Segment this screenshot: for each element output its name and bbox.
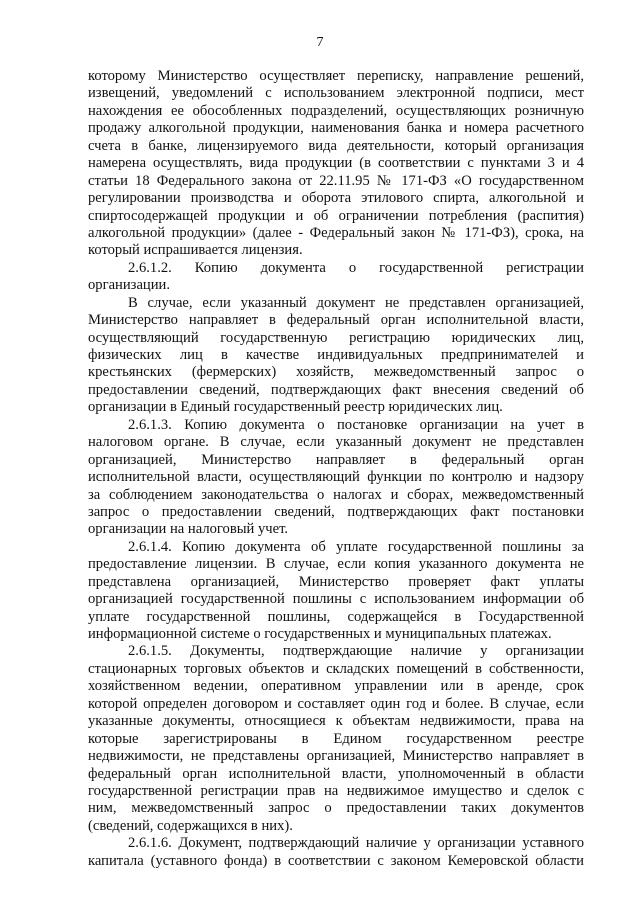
text-line: за соблюдением законодательства о налогах и сборах, межведомственный xyxy=(88,486,584,503)
text-line: 2.6.1.5. Документы, подтверждающие наличие у организации xyxy=(128,643,584,660)
text-line: капитала (уставного фонда) в соответствии с законом Кемеровской области xyxy=(88,852,584,869)
text-line: ним, межведомственный запрос о предоставлении таких документов xyxy=(88,800,584,817)
text-line: который испрашивается лицензия. xyxy=(88,242,303,259)
text-line: государственной регистрации прав на недвижимое имущество и сделок с xyxy=(88,782,584,799)
text-line: нахождения ее обособленных подразделений, осуществляющих розничную xyxy=(88,102,584,119)
document-body xyxy=(88,68,584,870)
text-line: В случае, если указанный документ не представлен организацией, xyxy=(128,294,584,311)
text-line: налоговом органе. В случае, если указанный документ не представлен xyxy=(88,434,584,451)
text-line: крестьянских (фермерских) хозяйств, межведомственный запрос о xyxy=(88,364,584,381)
text-line: 2.6.1.2. Копию документа о государственной регистрации xyxy=(128,259,584,276)
text-line: физических лиц в качестве индивидуальных предпринимателей и xyxy=(88,347,584,363)
text-line: предоставление лицензии. В случае, если копия указанного документа не xyxy=(88,556,584,573)
text-line: статьи 18 Федерального закона от 22.11.95 № 171-ФЗ «О государственном xyxy=(88,172,584,189)
text-line: которой определен договором и составляет один год и более. В случае, если xyxy=(88,695,584,712)
text-line: организации. xyxy=(88,277,170,294)
page-number: 7 xyxy=(316,35,324,50)
text-line: организации на налоговый учет. xyxy=(88,521,289,538)
text-line: 2.6.1.4. Копию документа об уплате государственной пошлины за xyxy=(128,538,584,555)
text-line: (сведений, содержащихся в них). xyxy=(88,817,293,834)
text-line: регулировании производства и оборота этилового спирта, алкогольной и xyxy=(88,190,584,207)
text-line: продажу алкогольной продукции, наименования банка и номера расчетного xyxy=(88,120,584,137)
text-line: извещений, уведомлений с использованием электронной подписи, мест xyxy=(88,85,584,102)
text-line: 2.6.1.6. Документ, подтверждающий наличие у организации уставного xyxy=(128,835,584,852)
text-line: осуществляющий государственную регистрацию юридических лиц, xyxy=(88,329,584,346)
text-line: намерена осуществлять, вида продукции (в соответствии с пунктами 3 и 4 xyxy=(88,155,584,172)
text-line: федеральный орган исполнительной власти, уполномоченный в области xyxy=(88,765,584,782)
text-line: которому Министерство осуществляет переписку, направление решений, xyxy=(88,68,584,84)
text-line: уплате государственной пошлины, содержащейся в Государственной xyxy=(88,608,584,625)
text-line: указанные документы, относящиеся к объектам недвижимости, права на xyxy=(88,713,584,730)
text-line: недвижимости, не представлены организацией, Министерство направляет в xyxy=(88,748,584,765)
text-line: организацией, Министерство направляет в федеральный орган xyxy=(88,451,584,468)
text-line: хозяйственном ведении, оперативном управлении или в аренде, срок xyxy=(88,678,584,695)
text-line: запрос о предоставлении сведений, подтверждающих факт постановки xyxy=(88,503,584,520)
text-line: Министерство направляет в федеральный орган исполнительной власти, xyxy=(88,312,584,329)
text-line: исполнительной власти, осуществляющий функции по контролю и надзору xyxy=(88,469,584,486)
text-line: информационной системе о государственных и муниципальных платежах. xyxy=(88,626,552,642)
text-line: которые зарегистрированы в Едином государственном реестре xyxy=(88,730,584,747)
text-line: организации в Единый государственный реестр юридических лиц. xyxy=(88,399,503,416)
text-line: организацией государственной пошлины с использованием информации об xyxy=(88,591,584,608)
text-line: алкогольной продукции» (далее - Федеральный закон № 171-ФЗ), срока, на xyxy=(88,224,584,241)
text-line: счета в банке, лицензируемого вида деятельности, который организация xyxy=(88,137,584,154)
text-line: представлена организацией, Министерство проверяет факт уплаты xyxy=(88,573,584,590)
text-line: стационарных торговых объектов и складских помещений в собственности, xyxy=(88,660,584,677)
text-line: спиртосодержащей продукции и об ограничении потребления (распития) xyxy=(88,207,584,224)
text-line: 2.6.1.3. Копию документа о постановке организации на учет в xyxy=(128,416,584,433)
text-line: предоставлении сведений, подтверждающих факт внесения сведений об xyxy=(88,381,584,398)
